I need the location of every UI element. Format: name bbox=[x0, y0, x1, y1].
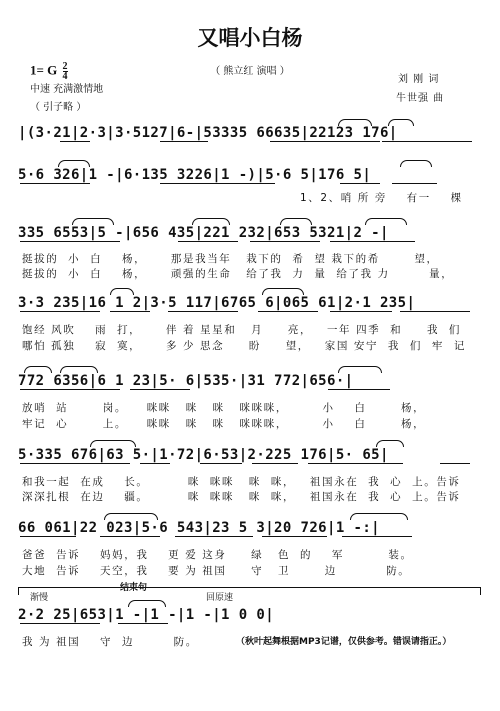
notation-line-1-notes: |(3·21|2·3|3·5127|6-|53335 66635|22123 176| bbox=[18, 125, 398, 141]
lyric-line: 放哨 站 岗。 咪咪 咪 咪 咪咪咪， 小 白 杨， bbox=[22, 402, 426, 414]
notation-line-4-notes: 3·3 235|16 1 2|3·5 117|6765 6|065 61|2·1 235| bbox=[18, 295, 416, 311]
lyric-line: 大地 告诉 天空，我 要 为 祖国 守 卫 边 防。 bbox=[22, 565, 411, 577]
lyric-line: 挺拔的 小 白 杨， 那是我当年 栽下的 希 望 栽下的希 望， bbox=[22, 253, 439, 265]
tempo-marking: 中速 充满激情地 bbox=[30, 84, 104, 95]
lyric-line: 1、2、哨 所 旁 有一 棵 bbox=[300, 192, 463, 204]
beam-underline bbox=[20, 311, 100, 312]
slur-mark bbox=[104, 513, 158, 520]
beam-underline bbox=[340, 183, 380, 184]
notation-line-2-notes: 5·6 326|1 -|6·135 3226|1 -)|5·6 5|176 5| bbox=[18, 167, 372, 183]
beam-underline bbox=[250, 241, 320, 242]
beam-underline bbox=[392, 183, 437, 184]
beam-underline bbox=[330, 311, 392, 312]
transcription-note: （秋叶起舞根据MP3记谱，仅供参考。错误请指正。） bbox=[236, 637, 452, 647]
intro-note: （ 引子略 ） bbox=[30, 102, 87, 113]
lyric-line: 挺拔的 小 白 杨， 顽强的生命 给了我 力 量 给了我 力 量， bbox=[22, 268, 454, 280]
beam-underline bbox=[20, 463, 130, 464]
time-top: 2 bbox=[62, 61, 68, 72]
singer-credit: （ 熊立红 演唱 ） bbox=[210, 66, 290, 77]
slur-mark bbox=[388, 119, 414, 126]
beam-underline bbox=[168, 311, 238, 312]
slur-mark bbox=[365, 218, 407, 225]
lyric-line: 爸爸 告诉 妈妈，我 更 爱 这身 绿 色 的 军 装。 bbox=[22, 549, 413, 561]
slur-mark bbox=[338, 366, 382, 373]
beam-underline bbox=[382, 141, 472, 142]
beam-underline bbox=[20, 241, 120, 242]
slur-mark bbox=[60, 366, 98, 373]
key-label: 1= G bbox=[30, 62, 58, 78]
beam-underline bbox=[20, 183, 90, 184]
beam-underline bbox=[160, 183, 275, 184]
ending-bracket-edge bbox=[18, 587, 19, 595]
key-signature bbox=[30, 62, 68, 81]
beam-underline bbox=[60, 141, 90, 142]
slow-down-mark: 渐慢 bbox=[30, 593, 49, 603]
beam-underline bbox=[130, 389, 190, 390]
lyric-line: 和我一起 在成 长。 咪 咪咪 咪 咪， 祖国永在 我 心 上。告诉 bbox=[22, 476, 461, 488]
beam-underline bbox=[440, 463, 470, 464]
beam-underline bbox=[308, 463, 403, 464]
beam-underline bbox=[252, 463, 298, 464]
ending-bracket-edge bbox=[480, 587, 481, 595]
beam-underline bbox=[20, 536, 76, 537]
beam-underline bbox=[110, 311, 150, 312]
ending-mark: 结束句 bbox=[120, 583, 148, 593]
beam-underline bbox=[140, 463, 170, 464]
lyric-line: 牢记 心 上。 咪咪 咪 咪 咪咪咪， 小 白 杨， bbox=[22, 418, 426, 430]
slur-mark bbox=[90, 440, 136, 447]
slur-mark bbox=[262, 288, 304, 295]
slur-mark bbox=[338, 119, 372, 126]
slur-mark bbox=[24, 366, 52, 373]
beam-underline bbox=[178, 241, 238, 242]
notation-line-6-notes: 5·335 676|63 5·|1·72|6·53|2·225 176|5· 65| bbox=[18, 447, 389, 463]
slur-mark bbox=[128, 600, 166, 607]
slur-mark bbox=[280, 218, 312, 225]
beam-underline bbox=[258, 311, 318, 312]
beam-underline bbox=[20, 389, 120, 390]
beam-underline bbox=[342, 536, 412, 537]
lyricist-credit: 刘 刚 词 bbox=[398, 74, 440, 85]
beam-underline bbox=[175, 536, 253, 537]
song-title: 又唱小白杨 bbox=[197, 26, 303, 50]
beam-underline bbox=[400, 311, 470, 312]
slur-mark bbox=[400, 160, 432, 167]
notation-line-7-notes: 66 061|22 023|5·6 543|23 5 3|20 726|1 -:| bbox=[18, 520, 380, 536]
beam-underline bbox=[20, 623, 100, 624]
beam-underline bbox=[330, 241, 415, 242]
lyric-line: 哪怕 孤独 寂 寞， 多 少 思念 盼 望， 家国 安宁 我 们 牢 记 bbox=[22, 340, 466, 352]
notation-line-8-notes: 2·2 25|653|1 -|1 -|1 -|1 0 0| bbox=[18, 607, 275, 623]
beam-underline bbox=[328, 389, 390, 390]
lyric-line: 我 为 祖国 守 边 防。 bbox=[22, 636, 198, 648]
composer-credit: 牛世强 曲 bbox=[396, 93, 445, 104]
slur-mark bbox=[72, 218, 114, 225]
beam-underline bbox=[262, 536, 327, 537]
slur-mark bbox=[110, 288, 134, 295]
notation-line-5-notes: 772 6356|6 1 23|5· 6|535·|31 772|656·| bbox=[18, 373, 354, 389]
lyric-line: 深深扎根 在边 疆。 咪 咪咪 咪 咪， 祖国永在 我 心 上。告诉 bbox=[22, 491, 461, 503]
beam-underline bbox=[100, 536, 160, 537]
time-bottom: 4 bbox=[62, 71, 68, 82]
notation-line-3-notes: 335 6553|5 -|656 435|221 232|653 5321|2 -| bbox=[18, 225, 389, 241]
time-signature bbox=[63, 62, 68, 81]
beam-underline bbox=[160, 141, 208, 142]
lyric-line: 饱经 风吹 雨 打， 伴 着 星星和 月 亮， 一年 四季 和 我 们 bbox=[22, 324, 462, 336]
slur-mark bbox=[58, 160, 90, 167]
slur-mark bbox=[350, 513, 408, 520]
beam-underline bbox=[118, 623, 168, 624]
a-tempo-mark: 回原速 bbox=[206, 593, 234, 603]
slur-mark bbox=[376, 440, 404, 447]
slur-mark bbox=[192, 218, 230, 225]
beam-underline bbox=[200, 463, 242, 464]
beam-underline bbox=[270, 141, 380, 142]
